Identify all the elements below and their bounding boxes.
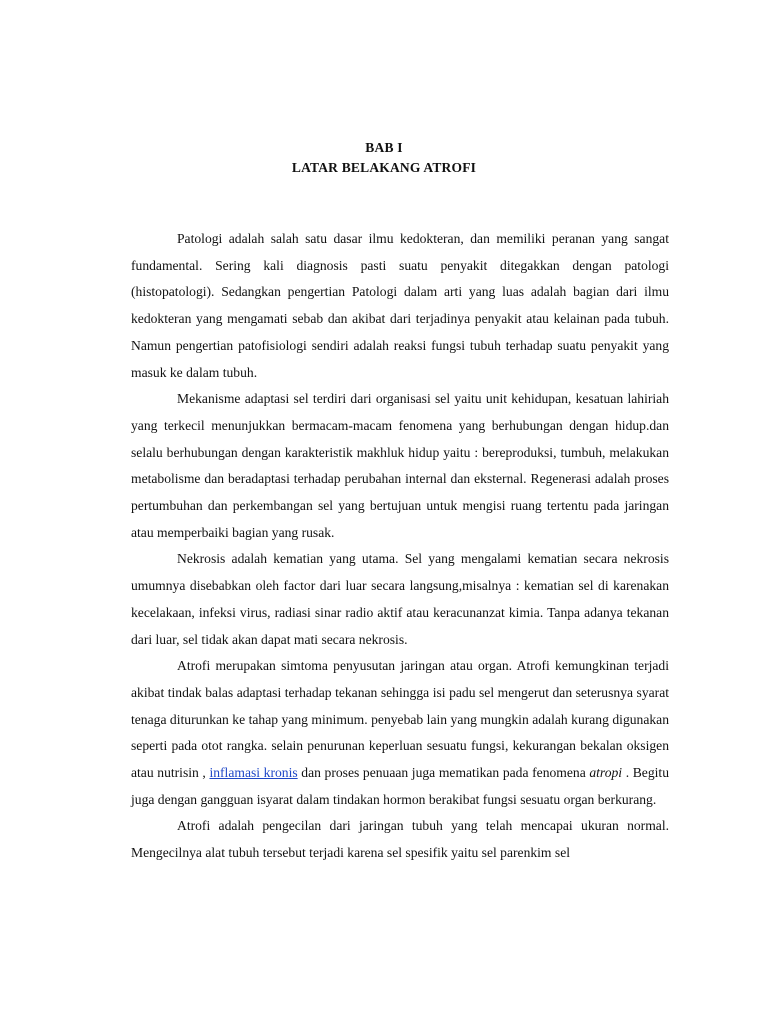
chapter-title: LATAR BELAKANG ATROFI (291, 160, 477, 175)
paragraph-atrofi-text-2: dan proses penuaan juga mematikan pada fenomena (297, 765, 590, 781)
chapter-heading (0, 138, 768, 178)
paragraph-patologi: Patologi adalah salah satu dasar ilmu kedokteran, dan memiliki peranan yang sangat fundamental. Sering kali diagnosis pasti suatu penyakit ditegakkan dengan patologi (histopatologi). Sedangkan pengertian Patologi dalam arti yang luas adalah bagian dari ilmu kedokteran yang mengamati sebab dan akibat dari terjadinya penyakit atau kelainan pada tubuh. Namun pengertian patofisiologi sendiri adalah reaksi fungsi tubuh terhadap suatu penyakit yang masuk ke dalam tubuh. (131, 231, 669, 380)
paragraph-atrofi-definisi: Atrofi adalah pengecilan dari jaringan tubuh yang telah mencapai ukuran normal. Mengecilnya alat tubuh tersebut terjadi karena sel spesifik yaitu sel parenkim sel (131, 818, 669, 861)
document-body (131, 226, 669, 867)
paragraph-nekrosis: Nekrosis adalah kematian yang utama. Sel yang mengalami kematian secara nekrosis umumnya disebabkan oleh factor dari luar secara langsung,misalnya : kematian sel di karenakan kecelakaan, infeksi virus, radiasi sinar radio aktif atau keracunanzat kimia. Tanpa adanya tekanan dari luar, sel tidak akan dapat mati secara nekrosis. (131, 551, 669, 647)
inflamasi-kronis-link[interactable]: inflamasi kronis (209, 765, 298, 781)
chapter-number: BAB I (365, 140, 403, 155)
paragraph-atrofi-simtoma (131, 653, 669, 813)
paragraph-atrofi-text-3: . Begitu juga dengan gangguan isyarat dalam tindakan hormon berakibat fungsi sesuatu organ berkurang. (131, 765, 669, 807)
paragraph-mekanisme-adaptasi: Mekanisme adaptasi sel terdiri dari organisasi sel yaitu unit kehidupan, kesatuan lahiriah yang terkecil menunjukkan bermacam-macam fenomena yang berhubungan dengan hidup.dan selalu berhubungan dengan karakteristik makhluk hidup yaitu : bereproduksi, tumbuh, melakukan metabolisme dan beradaptasi terhadap perubahan internal dan eksternal. Regenerasi adalah proses pertumbuhan dan perkembangan sel yang bertujuan untuk mengisi ruang tertentu pada jaringan atau memperbaiki bagian yang rusak. (131, 391, 669, 540)
paragraph-atrofi-text-1: Atrofi merupakan simtoma penyusutan jaringan atau organ. Atrofi kemungkinan terjadi akibat tindak balas adaptasi terhadap tekanan sehingga isi padu sel mengerut dan seterusnya syarat tenaga diturunkan ke tahap yang minimum. penyebab lain yang mungkin adalah kurang digunakan seperti pada otot rangka. selain penurunan keperluan sesuatu fungsi, kekurangan bekalan oksigen atau nutrisin , (131, 658, 669, 781)
atropi-term: atropi (589, 765, 623, 781)
